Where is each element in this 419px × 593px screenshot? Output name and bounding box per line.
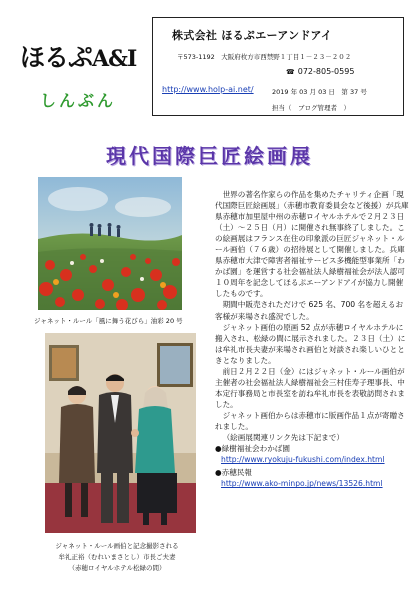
link-label-ryokuju: ●緑樹福祉会わかば園 [215,444,290,454]
article-paragraph: 世界の著名作家らの作品を集めたチャリティ企画「現代国際巨匠絵画展」（赤穂市教育委員会など後援）が兵庫県赤穂市加里屋中州の赤穂ロイヤルホテルで２月２３日（土）～２５日（月）に開催され無事終了しました。この絵画展はフランス在住の印象派の巨匠ジャネット・ルール画伯（７６歳）の招待展として開催しました。兵庫県赤穂市大津で障害者福祉サービス多機能型事業所「わかば園」を運営する社会福祉法人緑樹福祉会が法人認可１０周年を記念してほるぷエーアンドアイが協力し開催したものです。 [215,190,409,299]
phone-number: 072-805-0595 [297,67,355,76]
logo-sub-text: A&I [92,46,137,72]
company-name: 株式会社 ほるぷエーアンドアイ [172,29,333,42]
newspaper-name: しんぶん [40,91,117,110]
commemorative-photo [45,333,196,533]
phone-icon: ☎ [286,68,295,76]
company-phone [286,67,354,76]
photo-caption [52,541,182,574]
website-link[interactable]: http://www.holp-ai.net/ [162,85,254,94]
link-ako-minpo[interactable]: http://www.ako-minpo.jp/news/13526.html [221,479,383,489]
link-ryokuju[interactable]: http://www.ryokuju-fukushi.com/index.html [221,455,385,465]
links-intro: （絵画展関連リンク先は下記まで） [222,433,344,443]
page-title: 現代国際巨匠絵画展 [106,144,313,168]
issue-date-number: 2019 年 03 月 03 日 第 37 号 [272,88,367,96]
painting-caption: ジャネット・ルール「風に舞う花びら」油彩 20 号 [34,317,183,325]
logo-main-text: ほるぷ [20,43,93,72]
article-body [215,189,410,491]
article-paragraph: ジャネット画伯からは赤穂市に版画作品１点が寄贈されました。 [215,410,405,431]
article-paragraph: ジャネット画伯の原画 52 点が赤穂ロイヤルホテルに搬入され、松緑の間に展示されました。２３日（土）には牟礼市長夫妻が来場され画伯と対談され楽しいひとときとなりました。 [215,322,406,365]
photo-caption-line: ジャネット・ルール画伯と記念撮影される [55,542,179,550]
editor-credit: 担当（ ブログ管理者 ） [272,104,350,112]
link-label-ako-minpo: ●赤穂民報 [215,468,253,478]
company-address: 〒573-1192 大阪府枚方市西禁野１丁目１－２３－２０２ [177,53,352,61]
article-paragraph: 前日２月２２日（金）にはジャネット・ルール画伯が主催者の社会福祉法人緑樹福祉会三村佳寿子理事長、中本定行事務局と市長室を訪ね牟礼市長を表敬訪問されました。 [215,366,405,409]
article-paragraph: 期間中販売されただけで 625 名、700 名を超えるお客様が来場され盛況でした。 [215,300,404,321]
photo-caption-line: 牟礼正裕（むれいまさとし）市長ご夫妻 [58,553,176,561]
company-logo [20,38,136,74]
photo-caption-line: （赤穂ロイヤルホテル松緑の間） [68,564,166,572]
painting-photo [38,177,182,310]
